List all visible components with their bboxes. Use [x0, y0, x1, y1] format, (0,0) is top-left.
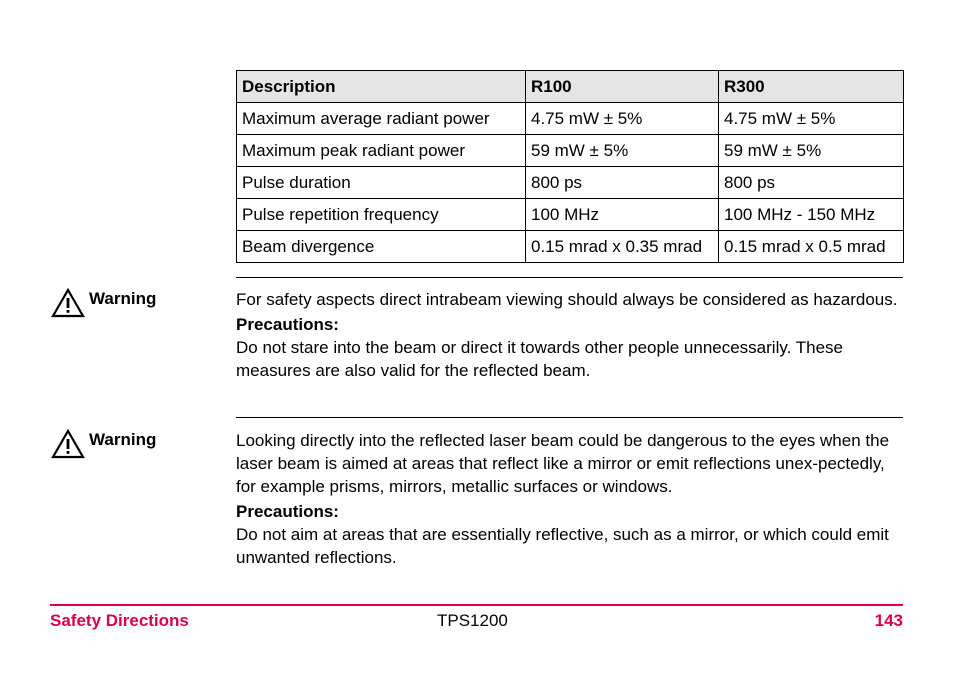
warning-label-1: Warning	[51, 288, 156, 318]
footer-divider	[50, 604, 903, 606]
table-cell: Maximum average radiant power	[237, 103, 526, 135]
table-row	[237, 199, 904, 231]
warning-label-2: Warning	[51, 429, 156, 459]
precautions-text: Do not aim at areas that are essentially reflective, such as a mirror, or which could emit unwanted reflections.	[236, 525, 889, 567]
footer-section-title: Safety Directions	[50, 611, 189, 630]
laser-spec-table	[236, 70, 904, 263]
section-divider	[236, 277, 903, 278]
table-cell: Pulse repetition frequency	[237, 199, 526, 231]
footer-product-name: TPS1200	[437, 611, 508, 630]
warning-triangle-icon	[51, 288, 85, 318]
table-row	[237, 167, 904, 199]
table-row	[237, 231, 904, 263]
warning-body-2	[236, 429, 903, 569]
table-cell: 59 mW ± 5%	[526, 135, 719, 167]
warning-text: Looking directly into the reflected laser beam could be dangerous to the eyes when the laser beam is aimed at areas that reflect like a mirror or emit reflections unex-pectedly, for example prisms, mirrors, metallic surfaces or windows.	[236, 431, 890, 496]
table-cell: 800 ps	[719, 167, 904, 199]
table-cell: 100 MHz	[526, 199, 719, 231]
precautions-heading: Precautions:	[236, 502, 339, 521]
table-cell: Pulse duration	[237, 167, 526, 199]
precautions-heading: Precautions:	[236, 315, 339, 334]
table-cell: 0.15 mrad x 0.5 mrad	[719, 231, 904, 263]
table-cell: Beam divergence	[237, 231, 526, 263]
warning-body-1	[236, 288, 903, 382]
section-divider	[236, 417, 903, 418]
header-r100: R100	[526, 71, 719, 103]
warning-triangle-icon	[51, 429, 85, 459]
table-header-row	[237, 71, 904, 103]
header-description: Description	[237, 71, 526, 103]
table-cell: 59 mW ± 5%	[719, 135, 904, 167]
table-row	[237, 135, 904, 167]
table-cell: 100 MHz - 150 MHz	[719, 199, 904, 231]
table-cell: 4.75 mW ± 5%	[526, 103, 719, 135]
table-cell: 0.15 mrad x 0.35 mrad	[526, 231, 719, 263]
table-cell: 4.75 mW ± 5%	[719, 103, 904, 135]
table-cell: Maximum peak radiant power	[237, 135, 526, 167]
footer-page-number: 143	[874, 611, 903, 630]
precautions-text: Do not stare into the beam or direct it towards other people unnecessarily. These measures are also valid for the reflected beam.	[236, 338, 843, 380]
warning-text: For safety aspects direct intrabeam viewing should always be considered as hazardous.	[236, 290, 898, 309]
table-cell: 800 ps	[526, 167, 719, 199]
header-r300: R300	[719, 71, 904, 103]
table-row	[237, 103, 904, 135]
